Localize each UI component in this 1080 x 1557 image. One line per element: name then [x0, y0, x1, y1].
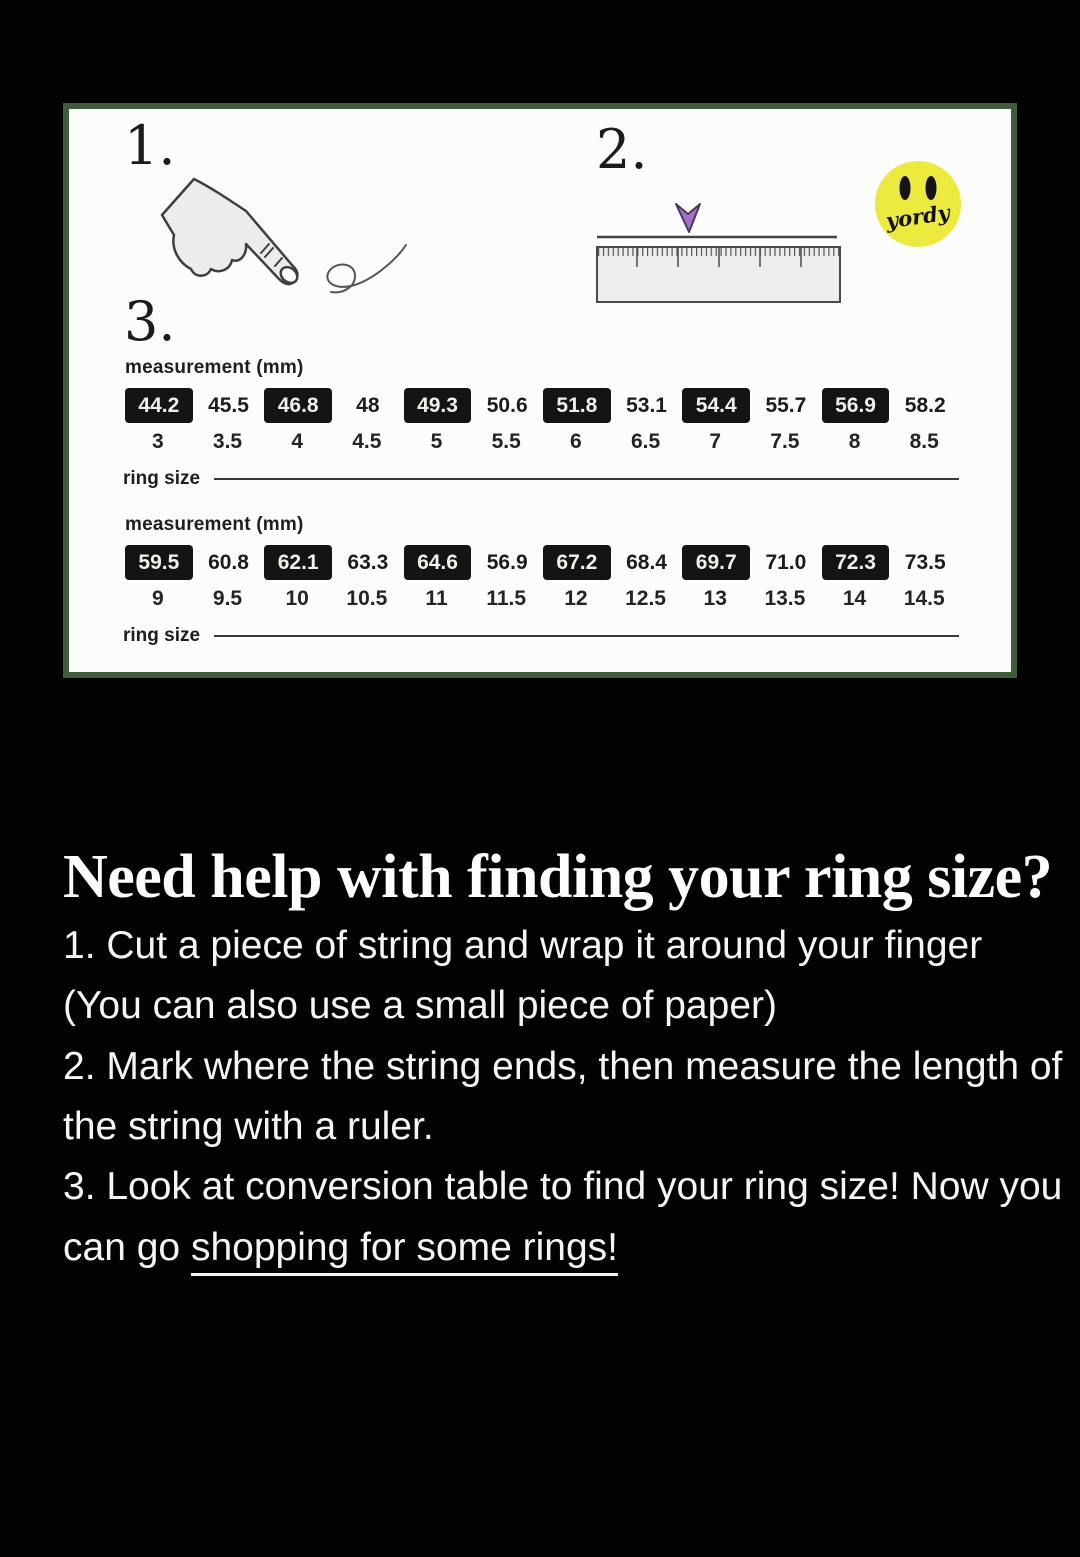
measurement-cell: 71.0 — [765, 550, 807, 574]
measurement-cell: 45.5 — [208, 393, 249, 417]
measurement-cell: 54.4 — [682, 388, 750, 423]
measurement-cell: 60.8 — [208, 550, 249, 574]
ring-size-cell: 10 — [285, 587, 309, 610]
ring-size-cell: 11 — [425, 587, 448, 610]
ring-size-cell: 14 — [842, 587, 867, 610]
measurement-cell: 48 — [356, 393, 380, 417]
measurement-cell: 64.6 — [404, 545, 472, 580]
ring-size-cell: 9.5 — [212, 587, 243, 610]
ring-size-cell: 13.5 — [764, 587, 806, 610]
measurement-cell: 58.2 — [904, 393, 946, 417]
ring-size-label: ring size — [123, 468, 201, 489]
ring-size-cell: 3 — [151, 430, 164, 453]
ring-size-cell: 7.5 — [770, 430, 800, 453]
smiley-left-eye — [900, 176, 911, 200]
ring-size-cell: 7 — [709, 430, 722, 453]
logo-text: yordy — [884, 199, 952, 234]
measurement-label: measurement (mm) — [125, 514, 304, 535]
measurement-cell: 51.8 — [543, 388, 611, 423]
instruction-step-3 — [63, 1157, 1071, 1278]
ring-size-row — [123, 429, 959, 455]
ring-size-underline — [214, 478, 959, 480]
ring-size-cell: 8.5 — [909, 430, 939, 453]
ring-size-label: ring size — [123, 625, 201, 646]
ring-size-cell: 14.5 — [903, 587, 945, 610]
ring-size-cell: 6.5 — [630, 430, 661, 453]
step-3-number: 3. — [124, 290, 176, 353]
measurement-label: measurement (mm) — [125, 357, 304, 378]
measurement-cell: 46.8 — [264, 388, 332, 423]
ring-size-cell: 8 — [848, 430, 861, 453]
ruler-icon — [592, 192, 848, 307]
ring-size-cell: 12 — [564, 587, 588, 610]
measurement-cell: 56.9 — [822, 388, 890, 423]
ring-size-cell: 5 — [430, 430, 443, 453]
instructions-section — [63, 840, 1071, 1278]
measurement-cell: 50.6 — [486, 393, 528, 417]
measurement-cell: 62.1 — [264, 545, 332, 580]
marker-arrow-icon — [676, 204, 700, 232]
measurement-cell: 69.7 — [682, 545, 750, 580]
pointing-hand-string-icon — [150, 165, 420, 300]
instruction-step-1: 1. Cut a piece of string and wrap it around your finger (You can also use a small piece of paper) — [63, 923, 983, 1028]
ring-size-cell: 3.5 — [212, 430, 243, 453]
ring-size-underline — [214, 635, 959, 637]
ring-size-row — [123, 586, 959, 612]
ring-size-cell: 4.5 — [352, 430, 382, 453]
measurement-cell: 67.2 — [543, 545, 611, 580]
size-chart-card — [63, 103, 1017, 678]
ring-size-cell: 9 — [151, 587, 164, 610]
measurement-row — [123, 545, 959, 580]
measurement-cell: 44.2 — [125, 388, 193, 423]
smiley-right-eye — [926, 176, 937, 200]
measurement-cell: 49.3 — [404, 388, 472, 423]
ring-size-cell: 10.5 — [346, 587, 388, 610]
ring-size-cell: 4 — [291, 430, 304, 453]
measurement-cell: 53.1 — [626, 393, 667, 417]
ring-size-cell: 12.5 — [625, 587, 666, 610]
string-piece — [327, 245, 406, 292]
ring-size-cell: 6 — [570, 430, 582, 453]
step-2-number: 2. — [596, 118, 648, 181]
shopping-link[interactable]: shopping for some rings! — [190, 1225, 618, 1269]
instruction-step-3-text: 3. Look at conversion table to find your ring size! Now you can go — [63, 1165, 1063, 1269]
measurement-cell: 63.3 — [347, 550, 389, 574]
ring-size-cell: 5.5 — [491, 430, 521, 453]
measurement-cell: 73.5 — [904, 550, 946, 574]
conversion-table-2 — [123, 513, 959, 648]
measurement-cell: 68.4 — [626, 550, 667, 574]
measurement-cell: 56.9 — [486, 550, 528, 574]
conversion-table-1 — [123, 356, 959, 491]
ring-size-cell: 13 — [703, 587, 727, 610]
yordy-smiley-logo-icon — [872, 158, 964, 250]
instruction-step-2: 2. Mark where the string ends, then measure the length of the string with a ruler. — [63, 1044, 1063, 1148]
measurement-row — [123, 388, 959, 423]
measurement-cell: 72.3 — [822, 545, 890, 580]
step-1-number: 1. — [124, 114, 176, 177]
ring-size-cell: 11.5 — [486, 587, 527, 610]
page-title: Need help with finding your ring size? — [63, 843, 1053, 911]
measurement-cell: 55.7 — [765, 393, 807, 417]
measurement-cell: 59.5 — [125, 545, 193, 580]
